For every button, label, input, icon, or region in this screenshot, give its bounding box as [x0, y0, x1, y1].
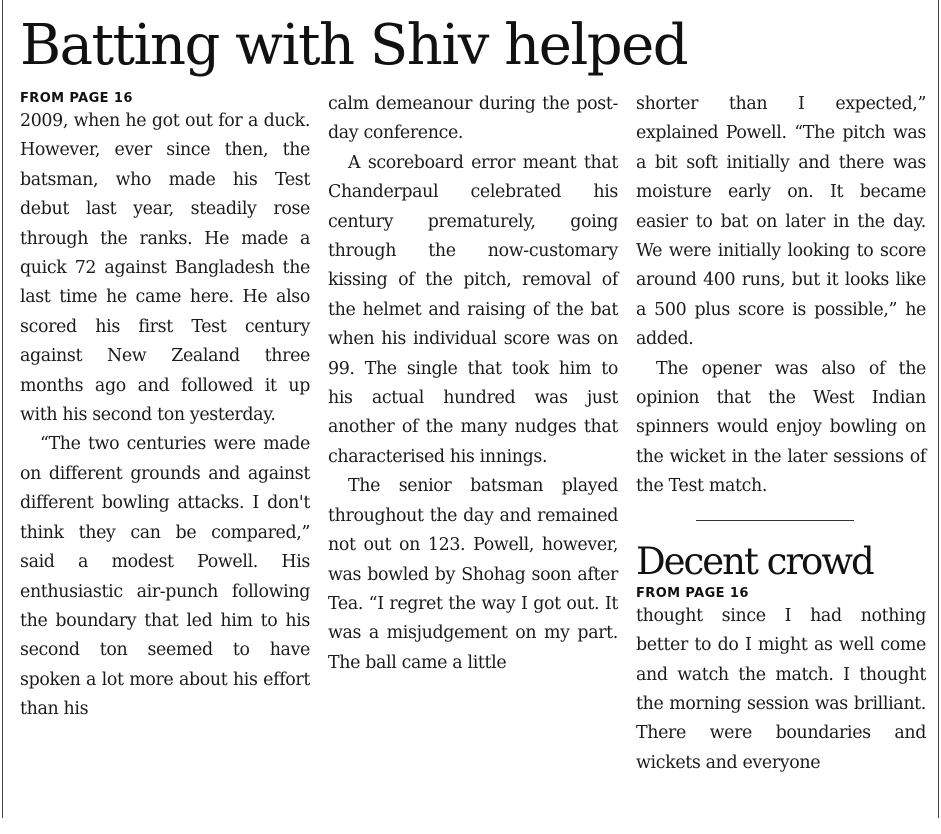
body-paragraph: A scoreboard error meant that Chanderpaul celebrated his century prematurely, going through the now-customary kissing of the pitch, removal of the helmet and raising of the bat when his individual score was on 99. The single that took him to his actual hundred was just another of the many nudges that characterised his innings. — [328, 152, 618, 467]
body-paragraph: The opener was also of the opinion that the West Indian spinners would enjoy bowling on the wicket in the later sessions of the Test match. — [636, 358, 926, 497]
body-paragraph: shorter than I expected,” explained Powell. “The pitch was a bit soft initially and there was moisture early on. It became easier to bat on later in the day. We were initially looking to score around 400 runs, but it looks like a 500 plus score is possible,” he added. — [636, 94, 926, 350]
body-paragraph: “The two centuries were made on different grounds and against different bowling attacks. I don't think they can be compared,” said a modest Powell. His enthusiastic air-punch following the boundary that led him to his second ton seemed to have spoken a lot more about his effort than his — [20, 434, 310, 720]
article-column-2 — [328, 90, 618, 678]
section-divider — [696, 520, 854, 521]
body-paragraph: 2009, when he got out for a duck. However, ever since then, the batsman, who made his Test debut last year, steadily rose through the ranks. He made a quick 72 against Bangladesh the last time he came here. He also scored his first Test century against New Zealand three months ago and followed it up with his second ton yesterday. — [20, 111, 310, 426]
sidebar-paragraph: thought since I had nothing better to do I might as well come and watch the match. I thought the morning session was brilliant. There were boundaries and wickets and everyone — [636, 605, 926, 773]
article-column-1 — [20, 90, 310, 725]
article-headline: Batting with Shiv helped — [20, 13, 688, 78]
sidebar-continued-from-label: FROM PAGE 16 — [636, 585, 749, 601]
left-border — [2, 0, 3, 834]
article-column-3 — [636, 90, 926, 778]
continued-from-label: FROM PAGE 16 — [20, 91, 133, 106]
body-paragraph: The senior batsman played throughout the day and remained not out on 123. Powell, however, was bowled by Shohag soon after Tea. “I regret the way I got out. It was a misjudgement on my part. The ball came a little — [328, 476, 618, 673]
right-border — [938, 0, 939, 834]
page-bottom-edge — [0, 818, 941, 834]
body-paragraph: calm demeanour during the post-day conference. — [328, 94, 618, 144]
sidebar-headline: Decent crowd — [636, 539, 873, 583]
